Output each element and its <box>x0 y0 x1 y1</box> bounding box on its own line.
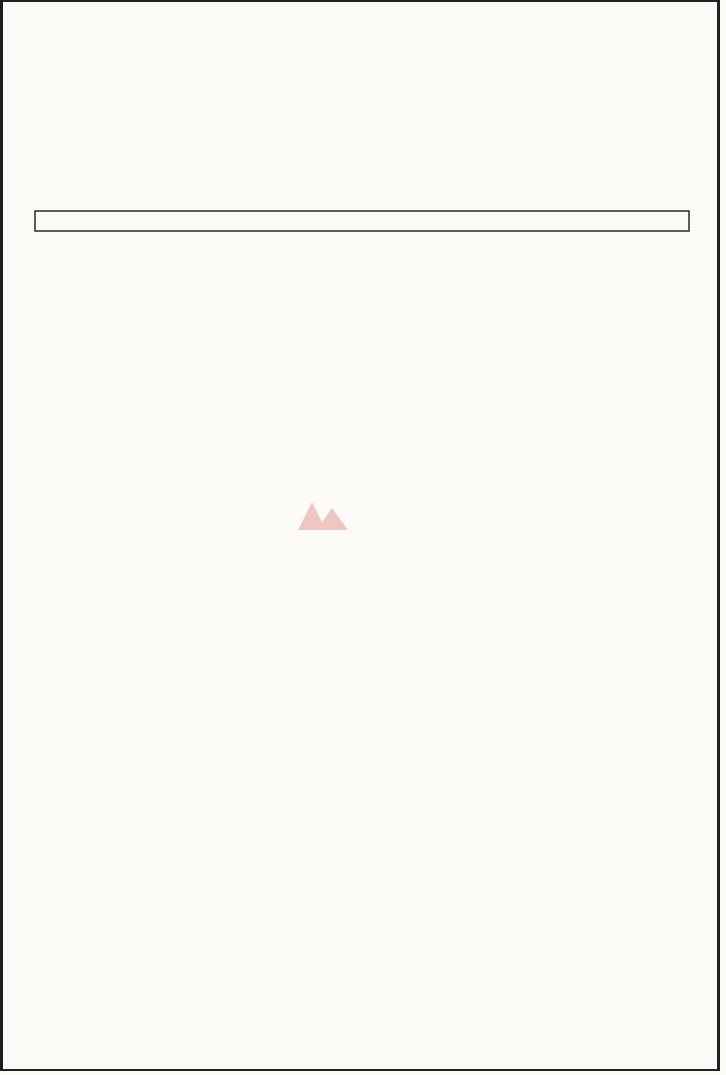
text-line <box>40 608 685 647</box>
text-line <box>40 268 685 307</box>
text-line <box>40 520 685 559</box>
paragraph-2 <box>40 441 685 599</box>
paragraph-5 <box>40 967 685 1006</box>
text-line <box>40 967 685 1006</box>
paragraph-3 <box>40 608 685 844</box>
text-line <box>40 647 685 686</box>
text-line <box>40 307 685 346</box>
text-line <box>40 929 685 968</box>
text-line <box>40 805 685 844</box>
text-line <box>40 441 685 480</box>
text-line <box>40 559 685 598</box>
text-line <box>40 766 685 805</box>
text-line <box>40 480 685 519</box>
ornamental-divider <box>34 208 690 234</box>
text-line <box>40 850 685 889</box>
paragraph-1 <box>40 268 685 426</box>
text-line <box>40 687 685 726</box>
text-line <box>40 726 685 765</box>
paragraph-4 <box>40 850 685 968</box>
text-line <box>40 889 685 928</box>
text-line <box>40 347 685 386</box>
text-line <box>40 386 685 425</box>
